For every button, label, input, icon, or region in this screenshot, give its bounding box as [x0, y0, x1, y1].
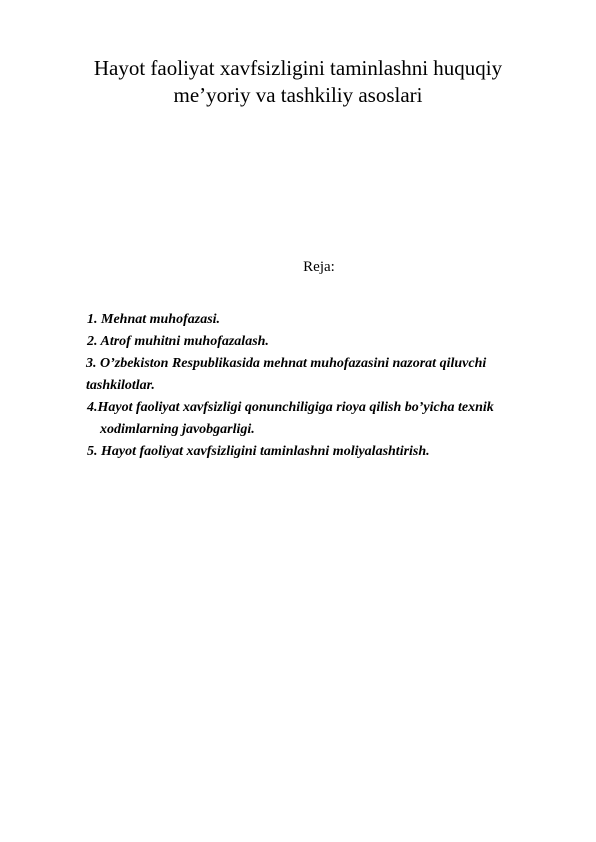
plan-item-4-line-2: xodimlarning javobgarligi.	[100, 422, 255, 437]
plan-item-4	[87, 397, 567, 441]
plan-item-3-line-1: 3. O’zbekiston Respublikasida mehnat muhofazasini nazorat qiluvchi	[86, 356, 487, 371]
plan-item-5	[87, 441, 567, 463]
plan-heading: Reja:	[303, 259, 335, 275]
plan-list	[87, 309, 567, 463]
plan-item-1	[87, 309, 567, 331]
title-line-1: Hayot faoliyat xavfsizligini taminlashni huquqiy	[93, 56, 503, 80]
plan-item-5-line-1: 5. Hayot faoliyat xavfsizligini taminlashni moliyalashtirish.	[87, 444, 430, 459]
plan-item-1-line-1: 1. Mehnat muhofazasi.	[87, 312, 221, 327]
plan-item-3-line-2: tashkilotlar.	[86, 378, 155, 393]
plan-item-3	[87, 353, 567, 397]
plan-item-2	[87, 331, 567, 353]
plan-item-4-line-1: 4.Hayot faoliyat xavfsizligi qonunchiligiga rioya qilish bo’yicha texnik	[87, 400, 494, 415]
title-line-2: me’yoriy va tashkiliy asoslari	[173, 83, 423, 107]
plan-item-2-line-1: 2. Atrof muhitni muhofazalash.	[87, 334, 269, 349]
document-title	[40, 55, 556, 109]
